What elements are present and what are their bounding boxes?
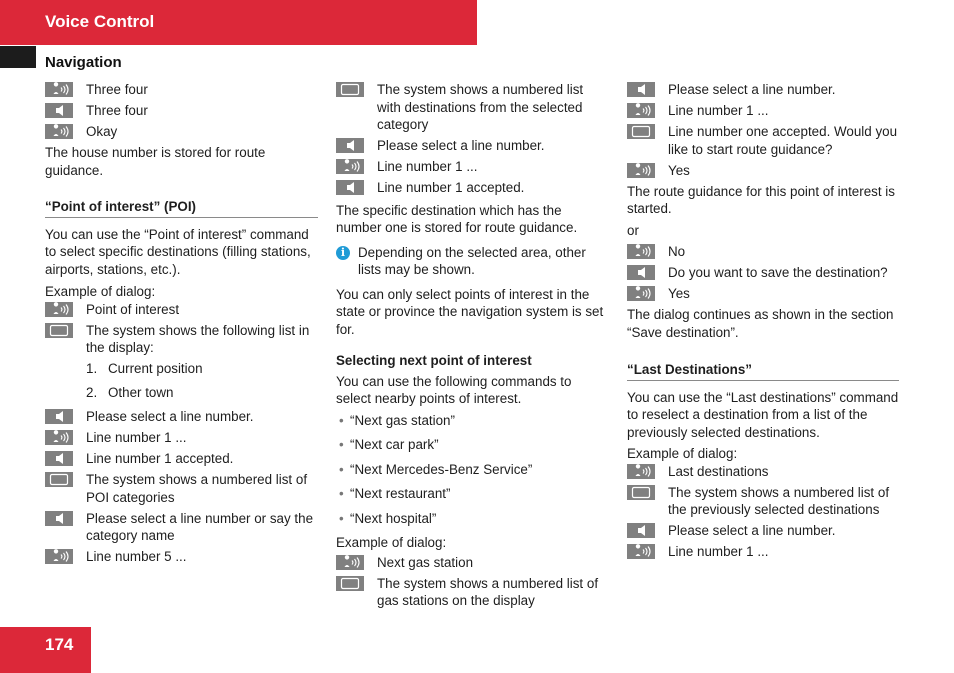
list-item: • “Next Mercedes-Benz Service”: [336, 461, 610, 479]
dialog-line: Point of interest: [45, 301, 318, 319]
list-item: • “Next restaurant”: [336, 485, 610, 503]
command-list: [336, 412, 610, 528]
bullet-icon: •: [339, 461, 344, 477]
dialog-line: Line number 1 accepted.: [336, 179, 610, 197]
dialog-line: Next gas station: [336, 554, 610, 572]
paragraph: The specific destination which has the number one is stored for route guidance.: [336, 202, 578, 235]
voice-input-icon: [45, 82, 73, 97]
section-title: Navigation: [45, 54, 122, 71]
display-screen-icon: [336, 576, 364, 591]
info-note: i Depending on the selected area, other lists may be shown.: [336, 244, 610, 279]
column-1: [45, 81, 318, 569]
dialog-line: The system shows a numbered list of the previously selected destinations: [627, 484, 899, 519]
subheading-last-destinations: “Last Destinations”: [627, 361, 899, 381]
dialog-line: No: [627, 243, 899, 261]
speaker-output-icon: [627, 82, 655, 97]
dialog-line: Line number 5 ...: [45, 548, 318, 566]
dialog-line: Three four: [45, 102, 318, 120]
numbered-list: [45, 360, 318, 402]
display-screen-icon: [627, 485, 655, 500]
paragraph: or: [627, 222, 639, 238]
dialog-line: Line number 1 accepted.: [45, 450, 318, 468]
paragraph: The house number is stored for route guidance.: [45, 145, 266, 178]
voice-input-icon: [627, 103, 655, 118]
speaker-output-icon: [336, 138, 364, 153]
dialog-line: Three four: [45, 81, 318, 99]
info-icon: i: [336, 246, 350, 260]
paragraph: The route guidance for this point of interest is started.: [627, 183, 895, 216]
page-number: 174: [45, 635, 74, 654]
voice-input-icon: [336, 555, 364, 570]
dialog-line: The system shows a numbered list with destinations from the selected category: [336, 81, 610, 134]
dialog-line: Please select a line number.: [45, 408, 318, 426]
voice-input-icon: [45, 549, 73, 564]
subheading-poi: “Point of interest” (POI): [45, 198, 318, 218]
column-2: [336, 81, 610, 613]
paragraph: You can use the “Last destinations” command to reselect a destination from a list of the previously selected destinations.: [627, 389, 899, 440]
column-3: [627, 81, 899, 564]
speaker-output-icon: [627, 265, 655, 280]
dialog-line: Line number 1 ...: [336, 158, 610, 176]
paragraph: You can only select points of interest in the state or province the navigation system is set for.: [336, 286, 604, 337]
bullet-icon: •: [339, 437, 344, 452]
speaker-output-icon: [336, 180, 364, 195]
dialog-line: Please select a line number.: [627, 81, 899, 99]
dialog-line: Last destinations: [627, 463, 899, 481]
speaker-output-icon: [627, 523, 655, 538]
dialog-line: The system shows a numbered list of gas stations on the display: [336, 575, 610, 610]
bullet-icon: •: [339, 486, 344, 501]
section-tab-marker: [0, 46, 36, 68]
voice-input-icon: [627, 163, 655, 178]
paragraph: Example of dialog:: [627, 446, 738, 461]
paragraph: Example of dialog:: [45, 284, 156, 299]
dialog-line: Please select a line number.: [627, 522, 899, 540]
dialog-line: Line number 1 ...: [45, 429, 318, 447]
display-screen-icon: [627, 124, 655, 139]
subheading-next-poi: Selecting next point of interest: [336, 353, 532, 368]
speaker-output-icon: [45, 451, 73, 466]
voice-input-icon: [627, 244, 655, 259]
bullet-icon: •: [339, 412, 344, 428]
dialog-line: Do you want to save the destination?: [627, 264, 899, 282]
speaker-output-icon: [45, 511, 73, 526]
paragraph: The dialog continues as shown in the section “Save destination”.: [627, 307, 894, 340]
voice-input-icon: [45, 430, 73, 445]
voice-input-icon: [45, 302, 73, 317]
list-item: • “Next car park”: [336, 436, 610, 454]
list-item: 1. Current position: [86, 361, 203, 376]
dialog-line: The system shows the following list in the display:: [45, 322, 318, 357]
dialog-line: Yes: [627, 285, 899, 303]
voice-input-icon: [45, 124, 73, 139]
list-item: • “Next hospital”: [336, 510, 610, 528]
speaker-output-icon: [45, 103, 73, 118]
voice-input-icon: [627, 464, 655, 479]
paragraph: Example of dialog:: [336, 535, 447, 550]
dialog-line: Please select a line number or say the category name: [45, 510, 318, 545]
voice-input-icon: [336, 159, 364, 174]
voice-input-icon: [627, 544, 655, 559]
speaker-output-icon: [45, 409, 73, 424]
dialog-line: Line number one accepted. Would you like to start route guidance?: [627, 123, 899, 158]
display-screen-icon: [45, 472, 73, 487]
dialog-line: Line number 1 ...: [627, 102, 899, 120]
dialog-line: Please select a line number.: [336, 137, 610, 155]
paragraph: You can use the following commands to select nearby points of interest.: [336, 373, 572, 406]
display-screen-icon: [336, 82, 364, 97]
dialog-line: The system shows a numbered list of POI categories: [45, 471, 318, 506]
dialog-line: Yes: [627, 162, 899, 180]
list-item: • “Next gas station”: [336, 412, 610, 430]
bullet-icon: •: [339, 510, 344, 526]
chapter-title: Voice Control: [45, 12, 155, 31]
voice-input-icon: [627, 286, 655, 301]
dialog-line: Okay: [45, 123, 318, 141]
display-screen-icon: [45, 323, 73, 338]
list-item: 2. Other town: [86, 385, 174, 400]
dialog-line: Line number 1 ...: [627, 543, 899, 561]
paragraph: You can use the “Point of interest” command to select specific destinations (filling stations, airports, stations, etc.).: [45, 226, 311, 277]
